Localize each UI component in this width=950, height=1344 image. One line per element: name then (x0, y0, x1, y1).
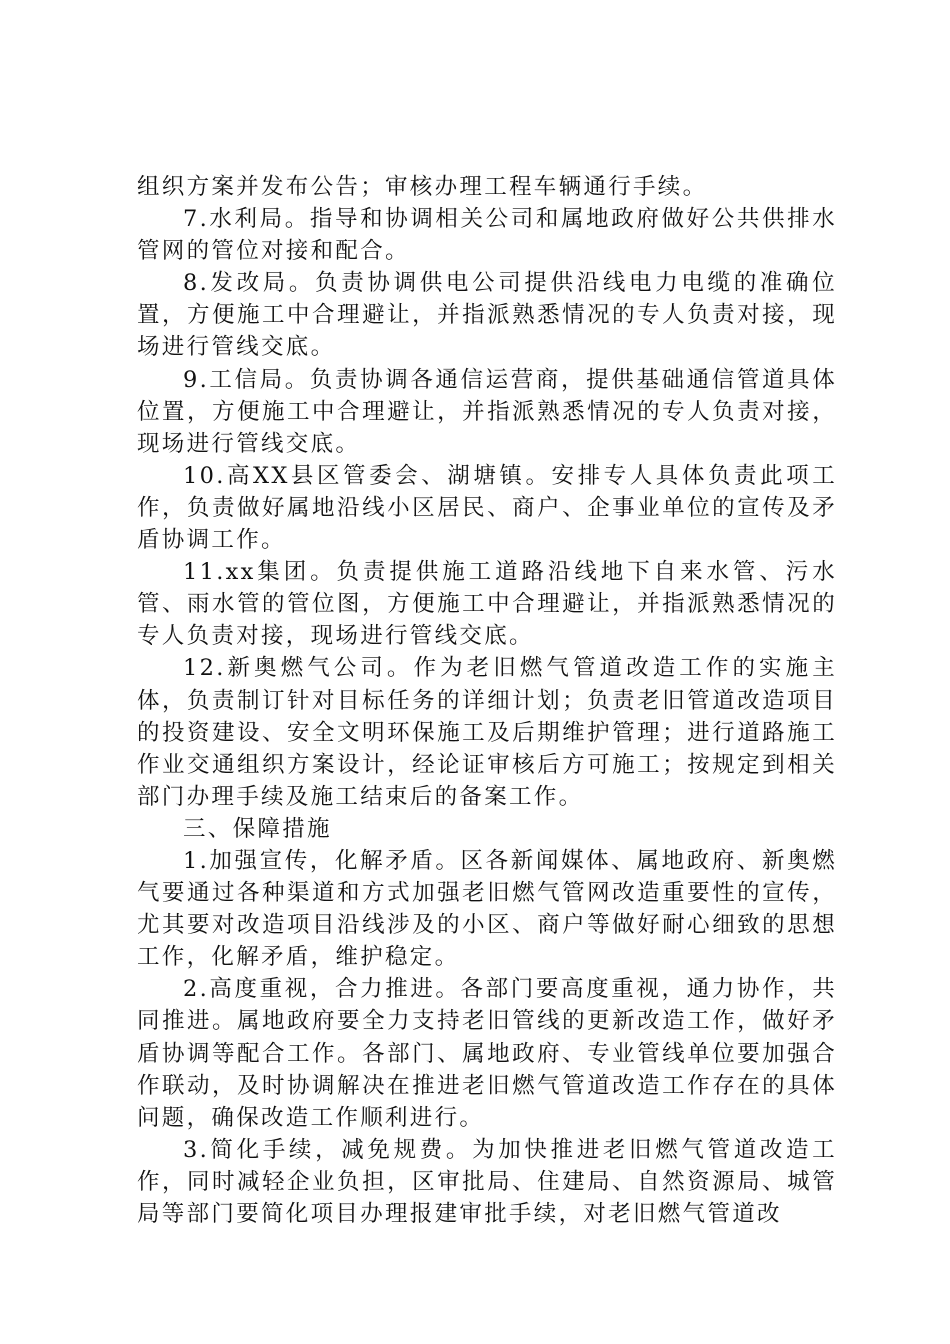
document-body (137, 171, 837, 1230)
paragraph-continuation: 组织方案并发布公告；审核办理工程车辆通行手续。 (137, 174, 708, 200)
paragraph-measure-3: 3.简化手续，减免规费。为加快推进老旧燃气管道改造工作，同时减轻企业负担，区审批局、住建局、自然资源局、城管局等部门要简化项目办理报建审批手续，对老旧燃气管道改 (137, 1136, 837, 1227)
paragraph-measure-1: 1.加强宣传，化解矛盾。区各新闻媒体、属地政府、新奥燃气要通过各种渠道和方式加强老旧燃气管网改造重要性的宣传，尤其要对改造项目沿线涉及的小区、商户等做好耐心细致的思想工作，化解矛盾，维护稳定。 (137, 847, 837, 971)
paragraph-item-7: 7.水利局。指导和协调相关公司和属地政府做好公共供排水管网的管位对接和配合。 (137, 206, 837, 265)
paragraph-item-12: 12.新奥燃气公司。作为老旧燃气管道改造工作的实施主体，负责制订针对目标任务的详细计划；负责老旧管道改造项目的投资建设、安全文明环保施工及后期维护管理；进行道路施工作业交通组织方案设计，经论证审核后方可施工；按规定到相关部门办理手续及施工结束后的备案工作。 (137, 655, 837, 810)
paragraph-item-9: 9.工信局。负责协调各通信运营商，提供基础通信管道具体位置，方便施工中合理避让，并指派熟悉情况的专人负责对接，现场进行管线交底。 (137, 366, 837, 457)
paragraph-item-10: 10.高XX县区管委会、湖塘镇。安排专人具体负责此项工作，负责做好属地沿线小区居民、商户、企事业单位的宣传及矛盾协调工作。 (137, 462, 837, 554)
paragraph-item-11: 11.xx集团。负责提供施工道路沿线地下自来水管、污水管、雨水管的管位图，方便施工中合理避让，并指派熟悉情况的专人负责对接，现场进行管线交底。 (137, 559, 837, 650)
section-heading: 三、保障措施 (183, 815, 332, 842)
paragraph-item-8: 8.发改局。负责协调供电公司提供沿线电力电缆的准确位置，方便施工中合理避让，并指派熟悉情况的专人负责对接，现场进行管线交底。 (137, 270, 837, 361)
paragraph-measure-2: 2.高度重视，合力推进。各部门要高度重视，通力协作，共同推进。属地政府要全力支持老旧管线的更新改造工作，做好矛盾协调等配合工作。各部门、属地政府、专业管线单位要加强合作联动，及时协调解决在推进老旧燃气管道改造工作存在的具体问题，确保改造工作顺利进行。 (137, 976, 837, 1131)
